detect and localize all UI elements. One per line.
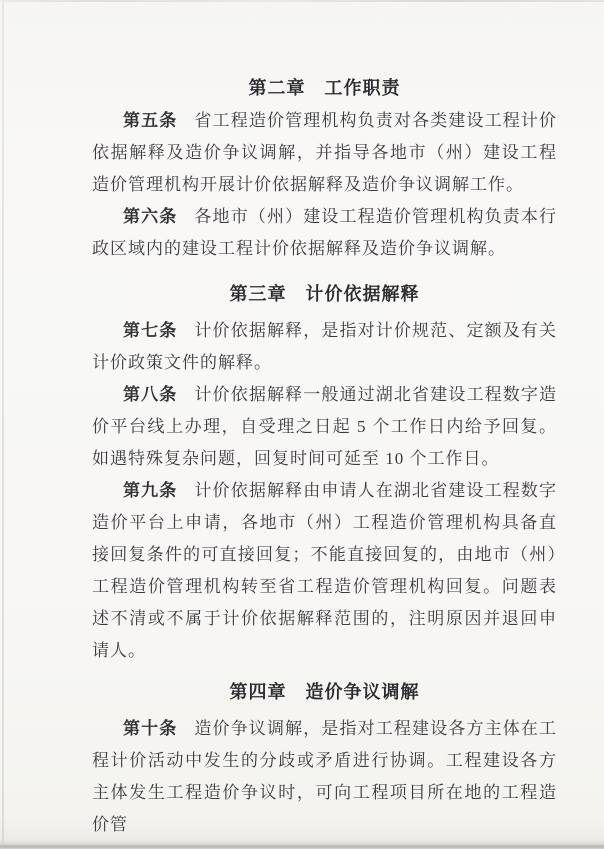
- chapter-heading-4: 第四章 造价争议调解: [229, 682, 420, 703]
- article-paragraph-5: [92, 105, 557, 201]
- chapter-heading-3: 第三章 计价依据解释: [229, 284, 420, 305]
- chapter-heading-2: 第二章 工作职责: [248, 78, 401, 99]
- article-paragraph-10: [92, 713, 557, 841]
- article-number: 第十条: [123, 719, 178, 738]
- article-number: 第六条: [123, 207, 178, 226]
- article-text: 计价依据解释一般通过湖北省建设工程数字造价平台线上办理，自受理之日起 5 个工作日内给予回复。如遇特殊复杂问题，回复时间可延至 10 个工作日。: [92, 385, 558, 468]
- article-text: 各地市（州）建设工程造价管理机构负责本行政区域内的建设工程计价依据解释及造价争议调解。: [92, 207, 558, 258]
- article-text: 省工程造价管理机构负责对各类建设工程计价依据解释及造价争议调解，并指导各地市（州）建设工程造价管理机构开展计价依据解释及造价争议调解工作。: [92, 111, 558, 194]
- document-content: [92, 73, 557, 841]
- article-text: 计价依据解释由申请人在湖北省建设工程数字造价平台上申请，各地市（州）工程造价管理机构具备直接回复条件的可直接回复；不能直接回复的，由地市（州）工程造价管理机构转至省工程造价管理机构回复。问题表述不清或不属于计价依据解释范围的，注明原因并退回申请人。: [92, 481, 558, 660]
- page-edge-top: [0, 0, 604, 2]
- page-edge-left: [2, 0, 4, 849]
- article-paragraph-9: [92, 475, 557, 667]
- article-text: 计价依据解释，是指对计价规范、定额及有关计价政策文件的解释。: [92, 321, 558, 372]
- article-paragraph-7: [92, 315, 557, 379]
- article-number: 第八条: [123, 385, 178, 404]
- article-text: 造价争议调解，是指对工程建设各方主体在工程计价活动中发生的分歧或矛盾进行协调。工程建设各方主体发生工程造价争议时，可向工程项目所在地的工程造价管: [92, 719, 558, 834]
- article-paragraph-8: [92, 379, 557, 475]
- article-number: 第五条: [123, 111, 178, 130]
- article-number: 第九条: [123, 481, 178, 500]
- article-number: 第七条: [123, 321, 178, 340]
- article-paragraph-6: [92, 201, 557, 265]
